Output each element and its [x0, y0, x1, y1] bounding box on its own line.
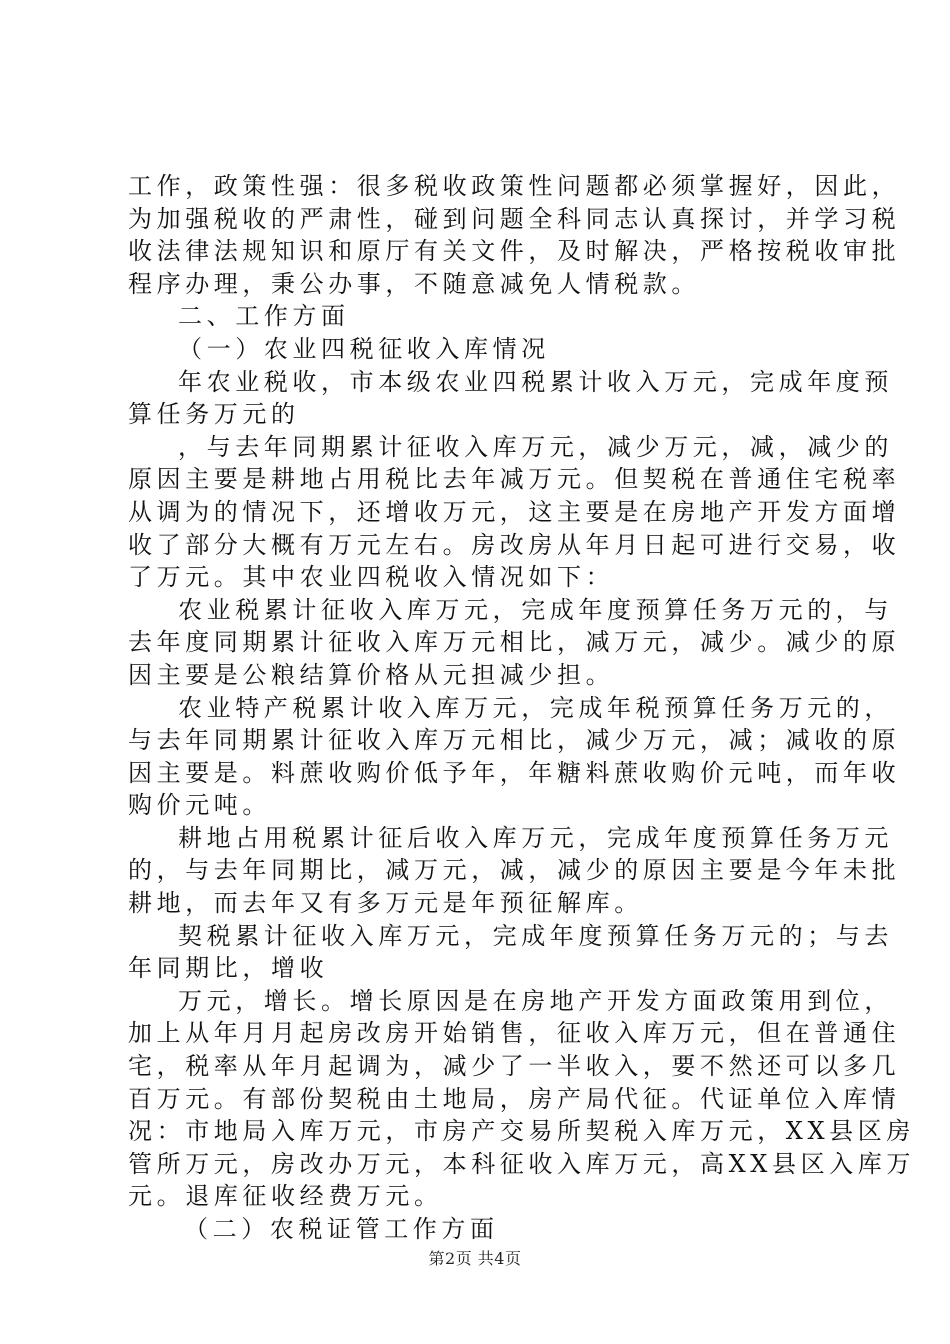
- text-line: 原因主要是耕地占用税比去年减万元。但契税在普通住宅税率: [128, 465, 901, 494]
- text-line: 宅，税率从年月起调为，减少了一半收入，要不然还可以多几: [128, 1052, 901, 1081]
- text-line: 程序办理，秉公办事，不随意减免人情税款。: [128, 269, 700, 298]
- text-line: 耕地占用税累计征后收入库万元，完成年度预算任务万元: [178, 823, 893, 852]
- document-body: [128, 170, 915, 1246]
- text-line: 因主要是。料蔗收购价低予年，年糖料蔗收购价元吨，而年收: [128, 758, 901, 787]
- text-line: （二）农税证管工作方面: [184, 1215, 499, 1243]
- text-line: 百万元。有部份契税由土地局，房产局代征。代证单位入库情: [128, 1084, 901, 1113]
- text-line: 购价元吨。: [128, 791, 271, 820]
- text-line: 二、工作方面: [178, 302, 350, 331]
- page-footer: 第2页 共4页: [428, 1249, 522, 1268]
- text-line: 收法律法规知识和原厅有关文件，及时解决，严格按税收审批: [128, 237, 901, 266]
- text-line: 年农业税收，市本级农业四税累计收入万元，完成年度预: [178, 367, 893, 396]
- text-line: 与去年同期累计征收入库万元相比，减少万元，减；减收的原: [128, 726, 901, 755]
- text-line: 元。退库征收经费万元。: [128, 1182, 443, 1211]
- text-line: 农业特产税累计收入库万元，完成年税预算任务万元的，: [178, 693, 893, 722]
- text-line: 年同期比，增收: [128, 954, 329, 983]
- text-line: 收了部分大概有万元左右。房改房从年月日起可进行交易，收: [128, 530, 901, 559]
- text-line: 为加强税收的严肃性，碰到问题全科同志认真探讨，并学习税: [128, 204, 901, 233]
- text-line: 的，与去年同期比，减万元，减，减少的原因主要是今年未批: [128, 856, 901, 885]
- text-line: ，与去年同期累计征收入库万元，减少万元，减，减少的: [178, 432, 893, 461]
- text-line: 况：市地局入库万元，市房产交易所契税入库万元，XX县区房: [128, 1117, 915, 1146]
- text-line: 万元，增长。增长原因是在房地产开发方面政策用到位，: [178, 986, 893, 1015]
- text-line: （一）农业四税征收入库情况: [178, 334, 550, 363]
- text-line: 算任务万元的: [128, 400, 300, 429]
- text-line: 耕地，而去年又有多万元是年预征解库。: [128, 889, 643, 918]
- text-line: 工作，政策性强：很多税收政策性问题都必须掌握好，因此，: [128, 172, 901, 200]
- text-line: 从调为的情况下，还增收万元，这主要是在房地产开发方面增: [128, 497, 901, 526]
- text-line: 农业税累计征收入库万元，完成年度预算任务万元的，与: [178, 595, 893, 624]
- text-line: 了万元。其中农业四税收入情况如下：: [128, 563, 615, 592]
- text-line: 去年度同期累计征收入库万元相比，减万元，减少。减少的原: [128, 628, 901, 657]
- text-line: 管所万元，房改办万元，本科征收入库万元，高XX县区入库万: [128, 1149, 915, 1178]
- text-line: 契税累计征收入库万元，完成年度预算任务万元的；与去: [178, 921, 893, 950]
- text-line: 加上从年月月起房改房开始销售，征收入库万元，但在普通住: [128, 1019, 901, 1048]
- text-line: 因主要是公粮结算价格从元担减少担。: [128, 660, 615, 689]
